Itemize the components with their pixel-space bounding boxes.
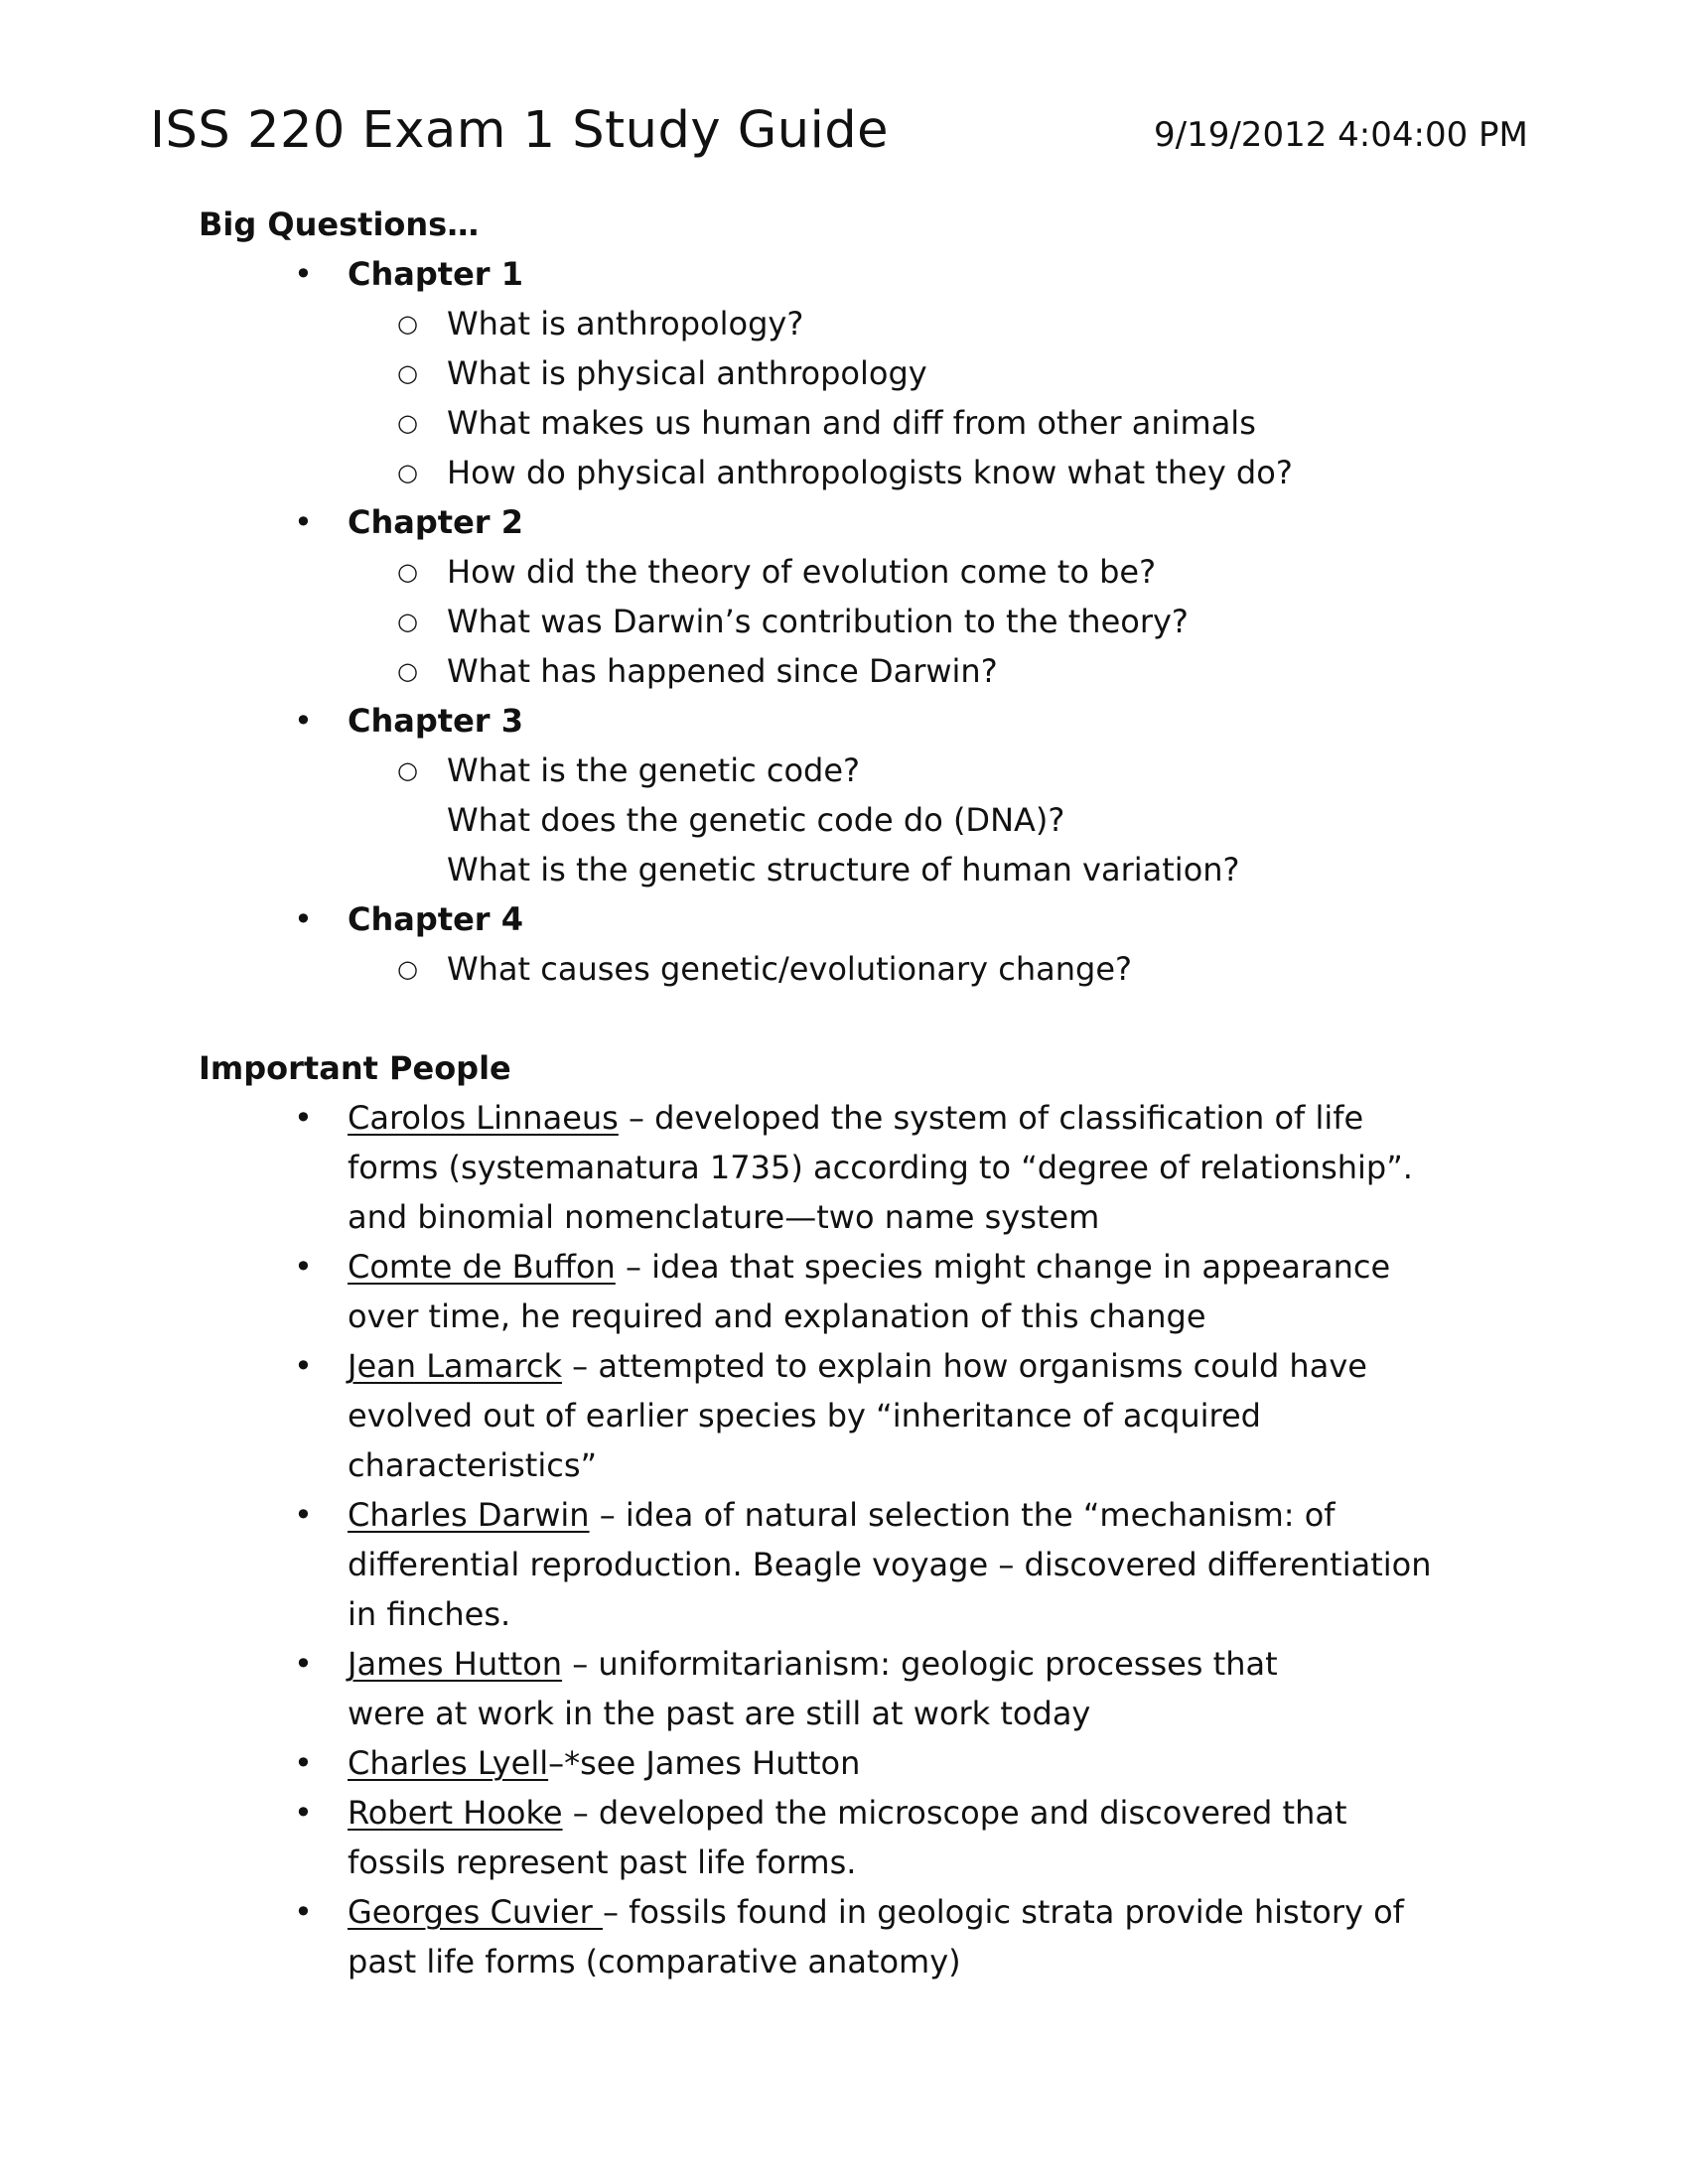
chapter-label: Chapter 3: [348, 702, 523, 740]
chapter-label: Chapter 2: [348, 503, 523, 541]
person-entry: [348, 1242, 1390, 1292]
hollow-bullet-icon: ○: [397, 955, 418, 983]
bullet-icon: •: [294, 1248, 313, 1286]
person-description: differential reproduction. Beagle voyage – discovered differentiation: [348, 1546, 1432, 1583]
section-heading-big-questions: Big Questions…: [199, 205, 480, 243]
question-item: What is anthropology?: [447, 305, 804, 342]
bullet-icon: •: [294, 702, 313, 740]
question-item: How do physical anthropologists know what they do?: [447, 454, 1293, 491]
person-description: – idea of natural selection the “mechanism: of: [589, 1496, 1336, 1534]
bullet-icon: •: [294, 1496, 313, 1534]
person-name: Robert Hooke: [348, 1794, 563, 1832]
person-description: –*see James Hutton: [548, 1744, 861, 1782]
person-description: were at work in the past are still at work today: [348, 1695, 1091, 1732]
question-item: What was Darwin’s contribution to the theory?: [447, 603, 1189, 640]
bullet-icon: •: [294, 1347, 313, 1385]
section-heading-important-people: Important People: [199, 1049, 511, 1087]
bullet-icon: •: [294, 900, 313, 938]
person-entry: [348, 1788, 1347, 1838]
person-description: – developed the microscope and discovered that: [562, 1794, 1347, 1832]
person-entry: [348, 1887, 1404, 1937]
timestamp: 9/19/2012 4:04:00 PM: [1154, 115, 1528, 155]
person-description: fossils represent past life forms.: [348, 1843, 857, 1881]
question-item: What causes genetic/evolutionary change?: [447, 950, 1133, 988]
hollow-bullet-icon: ○: [397, 409, 418, 437]
person-description: – developed the system of classification of life: [618, 1099, 1364, 1137]
bullet-icon: •: [294, 255, 313, 293]
person-description: in finches.: [348, 1595, 511, 1633]
person-name: Jean Lamarck: [348, 1347, 562, 1385]
person-description: – idea that species might change in appearance: [615, 1248, 1391, 1286]
person-description: – fossils found in geologic strata provide history of: [602, 1893, 1404, 1931]
bullet-icon: •: [294, 1794, 313, 1832]
person-description: and binomial nomenclature—two name system: [348, 1198, 1100, 1236]
chapter-label: Chapter 1: [348, 255, 523, 293]
question-item: How did the theory of evolution come to be?: [447, 553, 1157, 591]
person-description: past life forms (comparative anatomy): [348, 1943, 961, 1980]
person-entry: [348, 1093, 1363, 1143]
question-item: What does the genetic code do (DNA)?: [447, 801, 1065, 839]
hollow-bullet-icon: ○: [397, 756, 418, 784]
person-name: Carolos Linnaeus: [348, 1099, 619, 1137]
hollow-bullet-icon: ○: [397, 608, 418, 635]
hollow-bullet-icon: ○: [397, 459, 418, 486]
person-entry: [348, 1738, 860, 1788]
bullet-icon: •: [294, 1893, 313, 1931]
question-item: What is physical anthropology: [447, 354, 927, 392]
page-title: ISS 220 Exam 1 Study Guide: [150, 101, 889, 160]
question-item: What is the genetic structure of human variation?: [447, 851, 1240, 888]
bullet-icon: •: [294, 1099, 313, 1137]
person-entry: [348, 1490, 1336, 1540]
person-entry: [348, 1639, 1278, 1689]
hollow-bullet-icon: ○: [397, 657, 418, 685]
person-name: Georges Cuvier: [348, 1893, 603, 1931]
bullet-icon: •: [294, 503, 313, 541]
question-item: What makes us human and diff from other animals: [447, 404, 1256, 442]
person-entry: [348, 1341, 1367, 1391]
bullet-icon: •: [294, 1645, 313, 1683]
person-name: Comte de Buffon: [348, 1248, 616, 1286]
person-description: – uniformitarianism: geologic processes that: [562, 1645, 1278, 1683]
question-item: What is the genetic code?: [447, 751, 860, 789]
question-item: What has happened since Darwin?: [447, 652, 998, 690]
person-description: evolved out of earlier species by “inheritance of acquired: [348, 1397, 1261, 1434]
hollow-bullet-icon: ○: [397, 310, 418, 338]
person-name: Charles Darwin: [348, 1496, 590, 1534]
chapter-label: Chapter 4: [348, 900, 523, 938]
hollow-bullet-icon: ○: [397, 558, 418, 586]
person-description: forms (systemanatura 1735) according to “degree of relationship”.: [348, 1149, 1413, 1186]
person-description: characteristics”: [348, 1446, 598, 1484]
bullet-icon: •: [294, 1744, 313, 1782]
person-description: – attempted to explain how organisms could have: [561, 1347, 1367, 1385]
hollow-bullet-icon: ○: [397, 359, 418, 387]
person-description: over time, he required and explanation of this change: [348, 1297, 1206, 1335]
person-name: James Hutton: [348, 1645, 563, 1683]
person-name: Charles Lyell: [348, 1744, 549, 1782]
